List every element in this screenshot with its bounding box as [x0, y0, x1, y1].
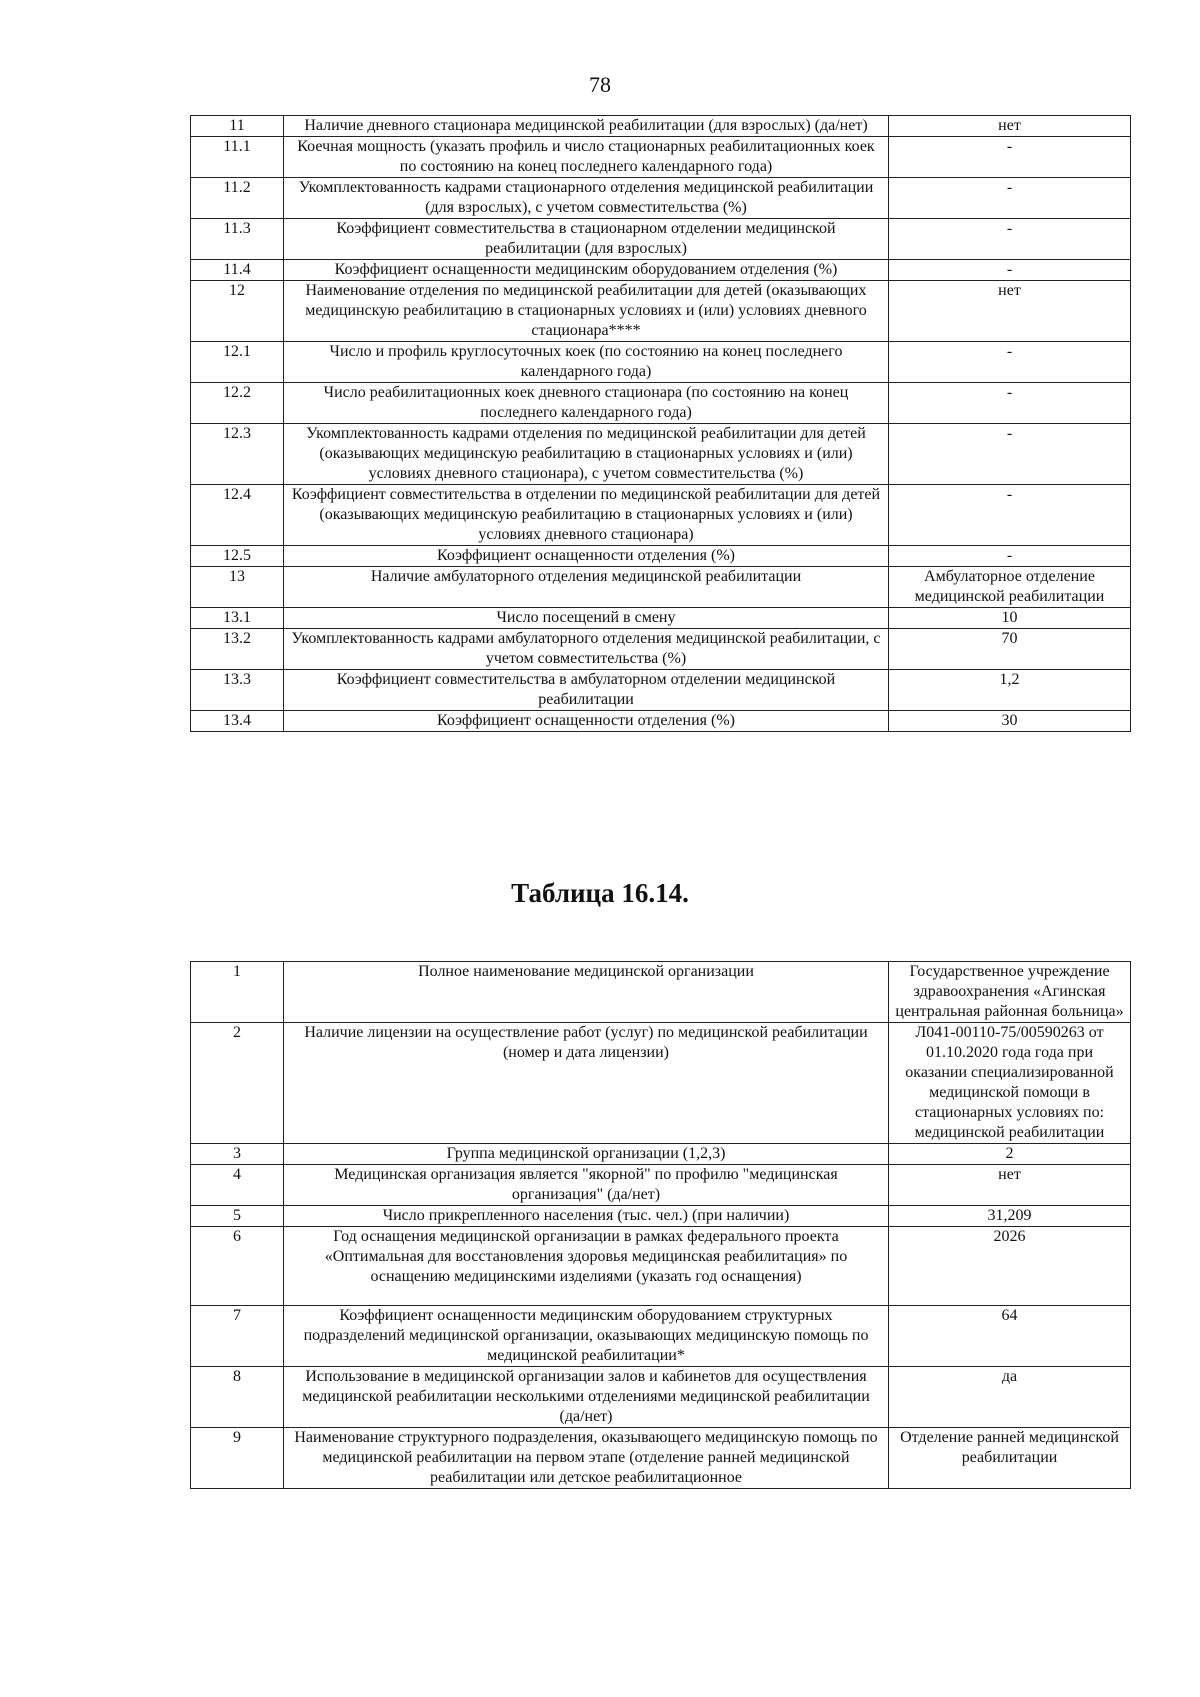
- table-row: [191, 137, 1131, 178]
- table-row: [191, 116, 1131, 137]
- table-rehab-indicators-continued: [190, 115, 1131, 732]
- table-row: [191, 1165, 1131, 1206]
- row-value-cell: -: [889, 424, 1131, 485]
- row-name-cell: Укомплектованность кадрами стационарного отделения медицинской реабилитации (для взрослых), с учетом совместительства (%): [284, 178, 889, 219]
- row-number-cell: 9: [191, 1428, 284, 1489]
- row-value-cell: 1,2: [889, 670, 1131, 711]
- row-name-cell: Наличие лицензии на осуществление работ (услуг) по медицинской реабилитации (номер и дата лицензии): [284, 1023, 889, 1144]
- row-number-cell: 12.4: [191, 485, 284, 546]
- row-number-cell: 13.1: [191, 608, 284, 629]
- row-name-cell: Укомплектованность кадрами амбулаторного отделения медицинской реабилитации, с учетом совместительства (%): [284, 629, 889, 670]
- row-number-cell: 12.5: [191, 546, 284, 567]
- row-name-cell: Коэффициент оснащенности отделения (%): [284, 546, 889, 567]
- table-row: [191, 962, 1131, 1023]
- row-value-cell: Амбулаторное отделение медицинской реабилитации: [889, 567, 1131, 608]
- table-row: [191, 711, 1131, 732]
- row-number-cell: 3: [191, 1144, 284, 1165]
- row-value-cell: 2: [889, 1144, 1131, 1165]
- row-value-cell: нет: [889, 116, 1131, 137]
- row-name-cell: Число и профиль круглосуточных коек (по состоянию на конец последнего календарного года): [284, 342, 889, 383]
- row-value-cell: нет: [889, 1165, 1131, 1206]
- table-row: [191, 608, 1131, 629]
- table-heading: Таблица 16.14.: [511, 878, 689, 908]
- row-number-cell: 8: [191, 1367, 284, 1428]
- row-value-cell: Л041-00110-75/00590263 от 01.10.2020 года года при оказании специализированной медицинской помощи в стационарных условиях по: медицинской реабилитации: [889, 1023, 1131, 1144]
- row-name-cell: Число реабилитационных коек дневного стационара (по состоянию на конец последнего календарного года): [284, 383, 889, 424]
- row-value-cell: -: [889, 260, 1131, 281]
- row-name-cell: Наличие амбулаторного отделения медицинской реабилитации: [284, 567, 889, 608]
- table-row: [191, 178, 1131, 219]
- row-number-cell: 11.4: [191, 260, 284, 281]
- row-value-cell: нет: [889, 281, 1131, 342]
- row-value-cell: Отделение ранней медицинской реабилитации: [889, 1428, 1131, 1489]
- row-value-cell: -: [889, 178, 1131, 219]
- row-value-cell: 70: [889, 629, 1131, 670]
- row-value-cell: 30: [889, 711, 1131, 732]
- row-number-cell: 12: [191, 281, 284, 342]
- row-value-cell: -: [889, 546, 1131, 567]
- row-name-cell: Коечная мощность (указать профиль и число стационарных реабилитационных коек по состоянию на конец последнего календарного года): [284, 137, 889, 178]
- table-row: [191, 383, 1131, 424]
- row-number-cell: 5: [191, 1206, 284, 1227]
- row-value-cell: 10: [889, 608, 1131, 629]
- row-value-cell: 2026: [889, 1227, 1131, 1306]
- row-number-cell: 13.3: [191, 670, 284, 711]
- row-value-cell: да: [889, 1367, 1131, 1428]
- row-number-cell: 11.3: [191, 219, 284, 260]
- table-row: [191, 219, 1131, 260]
- row-number-cell: 6: [191, 1227, 284, 1306]
- table-row: [191, 629, 1131, 670]
- row-name-cell: Группа медицинской организации (1,2,3): [284, 1144, 889, 1165]
- row-name-cell: Коэффициент совместительства в стационарном отделении медицинской реабилитации (для взрослых): [284, 219, 889, 260]
- table-row: [191, 1206, 1131, 1227]
- row-value-cell: -: [889, 485, 1131, 546]
- row-name-cell: Наименование структурного подразделения, оказывающего медицинскую помощь по медицинской реабилитации на первом этапе (отделение ранней медицинской реабилитации или детское реабилитационное: [284, 1428, 889, 1489]
- row-number-cell: 2: [191, 1023, 284, 1144]
- row-name-cell: Число посещений в смену: [284, 608, 889, 629]
- table-row: [191, 670, 1131, 711]
- table-row: [191, 1367, 1131, 1428]
- row-number-cell: 12.3: [191, 424, 284, 485]
- table-row: [191, 424, 1131, 485]
- table-row: [191, 260, 1131, 281]
- table-row: [191, 1144, 1131, 1165]
- row-value-cell: 64: [889, 1306, 1131, 1367]
- table-row: [191, 1227, 1131, 1306]
- row-number-cell: 13.2: [191, 629, 284, 670]
- row-number-cell: 7: [191, 1306, 284, 1367]
- table-row: [191, 1428, 1131, 1489]
- row-number-cell: 11.1: [191, 137, 284, 178]
- row-name-cell: Укомплектованность кадрами отделения по медицинской реабилитации для детей (оказывающих медицинскую реабилитацию в стационарных условиях и (или) условиях дневного стационара), с учетом совместительства (%): [284, 424, 889, 485]
- table-row: [191, 485, 1131, 546]
- row-number-cell: 1: [191, 962, 284, 1023]
- row-name-cell: Коэффициент оснащенности медицинским оборудованием отделения (%): [284, 260, 889, 281]
- row-value-cell: Государственное учреждение здравоохранения «Агинская центральная районная больница»: [889, 962, 1131, 1023]
- row-number-cell: 11.2: [191, 178, 284, 219]
- row-name-cell: Коэффициент совместительства в отделении по медицинской реабилитации для детей (оказывающих медицинскую реабилитацию в стационарных условиях и (или) условиях дневного стационара): [284, 485, 889, 546]
- table-row: [191, 281, 1131, 342]
- row-name-cell: Год оснащения медицинской организации в рамках федерального проекта «Оптимальная для восстановления здоровья медицинская реабилитация» по оснащению медицинскими изделиями (указать год оснащения): [284, 1227, 889, 1306]
- row-name-cell: Медицинская организация является "якорной" по профилю "медицинская организация" (да/нет): [284, 1165, 889, 1206]
- row-value-cell: 31,209: [889, 1206, 1131, 1227]
- row-name-cell: Наименование отделения по медицинской реабилитации для детей (оказывающих медицинскую реабилитацию в стационарных условиях и (или) условиях дневного стационара****: [284, 281, 889, 342]
- table-16-14: [190, 961, 1131, 1489]
- table-row: [191, 342, 1131, 383]
- row-name-cell: Использование в медицинской организации залов и кабинетов для осуществления медицинской реабилитации несколькими отделениями медицинской реабилитации (да/нет): [284, 1367, 889, 1428]
- row-number-cell: 13: [191, 567, 284, 608]
- row-name-cell: Коэффициент совместительства в амбулаторном отделении медицинской реабилитации: [284, 670, 889, 711]
- row-number-cell: 4: [191, 1165, 284, 1206]
- row-value-cell: -: [889, 137, 1131, 178]
- row-number-cell: 11: [191, 116, 284, 137]
- row-name-cell: Наличие дневного стационара медицинской реабилитации (для взрослых) (да/нет): [284, 116, 889, 137]
- row-number-cell: 13.4: [191, 711, 284, 732]
- table-row: [191, 1023, 1131, 1144]
- row-name-cell: Число прикрепленного населения (тыс. чел.) (при наличии): [284, 1206, 889, 1227]
- row-value-cell: -: [889, 383, 1131, 424]
- row-name-cell: Коэффициент оснащенности отделения (%): [284, 711, 889, 732]
- row-name-cell: Коэффициент оснащенности медицинским оборудованием структурных подразделений медицинской организации, оказывающих медицинскую помощь по медицинской реабилитации*: [284, 1306, 889, 1367]
- table-row: [191, 546, 1131, 567]
- table-row: [191, 567, 1131, 608]
- row-value-cell: -: [889, 219, 1131, 260]
- row-value-cell: -: [889, 342, 1131, 383]
- row-number-cell: 12.1: [191, 342, 284, 383]
- row-name-cell: Полное наименование медицинской организации: [284, 962, 889, 1023]
- row-number-cell: 12.2: [191, 383, 284, 424]
- table-row: [191, 1306, 1131, 1367]
- page-number: 78: [589, 72, 611, 97]
